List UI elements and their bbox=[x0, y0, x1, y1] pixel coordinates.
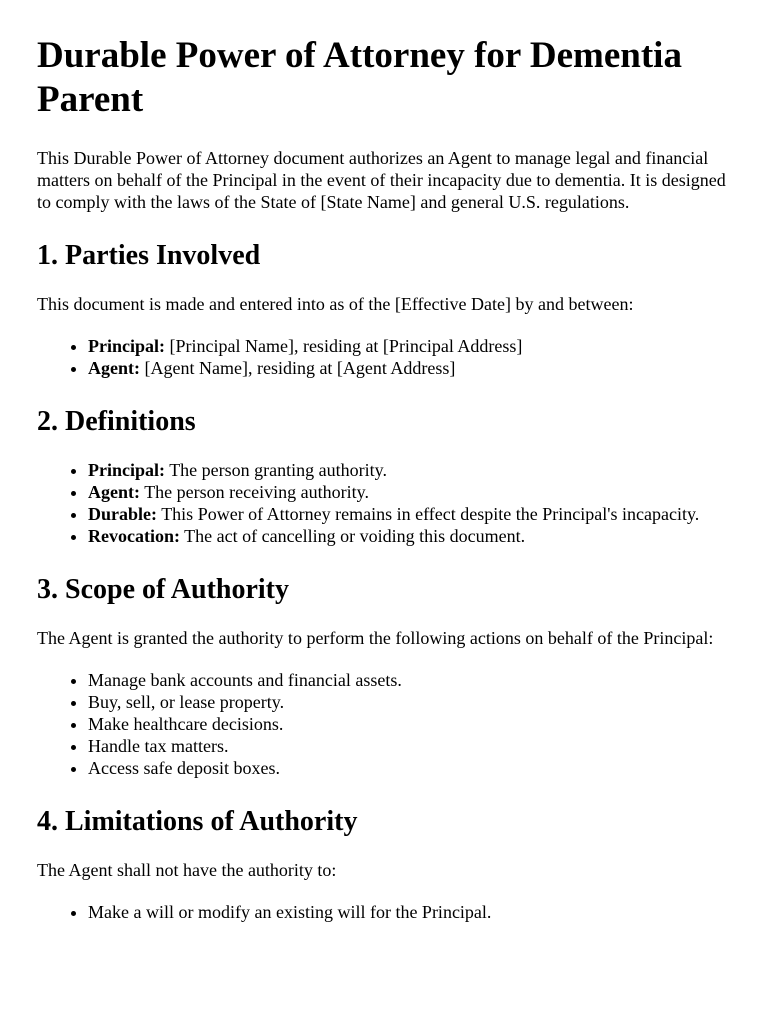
scope-paragraph: The Agent is granted the authority to perform the following actions on behalf of the Principal: bbox=[37, 628, 714, 648]
term-label: Agent: bbox=[88, 358, 140, 378]
list-item bbox=[88, 503, 737, 525]
parties-paragraph: This document is made and entered into as of the [Effective Date] by and between: bbox=[37, 294, 634, 314]
definitions-list bbox=[37, 459, 737, 547]
section-heading-definitions: 2. Definitions bbox=[37, 406, 196, 437]
list-item bbox=[88, 459, 737, 481]
term-description: The person receiving authority. bbox=[144, 482, 369, 502]
document-title: Durable Power of Attorney for Dementia Parent bbox=[37, 35, 682, 120]
list-item: • Make a will or modify an existing will for the Principal. bbox=[88, 901, 737, 923]
limitations-list bbox=[37, 901, 737, 923]
section-heading-parties: 1. Parties Involved bbox=[37, 240, 261, 271]
list-item: • Buy, sell, or lease property. bbox=[88, 691, 737, 713]
parties-list bbox=[37, 335, 737, 379]
list-item bbox=[88, 357, 737, 379]
term-label: Principal: bbox=[88, 460, 165, 480]
section-heading-scope: 3. Scope of Authority bbox=[37, 574, 289, 605]
intro-paragraph: This Durable Power of Attorney document authorizes an Agent to manage legal and financial matters on behalf of the Principal in the event of their incapacity due to dementia. It is designed to comply with the laws of the State of [State Name] and general U.S. regulations. bbox=[37, 148, 726, 212]
term-label: Durable: bbox=[88, 504, 157, 524]
scope-list bbox=[37, 669, 737, 779]
term-label: Principal: bbox=[88, 336, 165, 356]
term-description: The act of cancelling or voiding this document. bbox=[184, 526, 526, 546]
document-page bbox=[37, 34, 737, 949]
term-label: Revocation: bbox=[88, 526, 180, 546]
list-item bbox=[88, 525, 737, 547]
term-description: [Principal Name], residing at [Principal Address] bbox=[169, 336, 523, 356]
list-item: • Handle tax matters. bbox=[88, 735, 737, 757]
term-description: This Power of Attorney remains in effect despite the Principal's incapacity. bbox=[161, 504, 700, 524]
list-item: • Manage bank accounts and financial assets. bbox=[88, 669, 737, 691]
limitations-paragraph: The Agent shall not have the authority to: bbox=[37, 860, 337, 880]
section-heading-limitations: 4. Limitations of Authority bbox=[37, 806, 358, 837]
term-description: The person granting authority. bbox=[169, 460, 387, 480]
list-item bbox=[88, 481, 737, 503]
list-item: • Make healthcare decisions. bbox=[88, 713, 737, 735]
term-label: Agent: bbox=[88, 482, 140, 502]
list-item: • Access safe deposit boxes. bbox=[88, 757, 737, 779]
term-description: [Agent Name], residing at [Agent Address] bbox=[144, 358, 456, 378]
list-item bbox=[88, 335, 737, 357]
